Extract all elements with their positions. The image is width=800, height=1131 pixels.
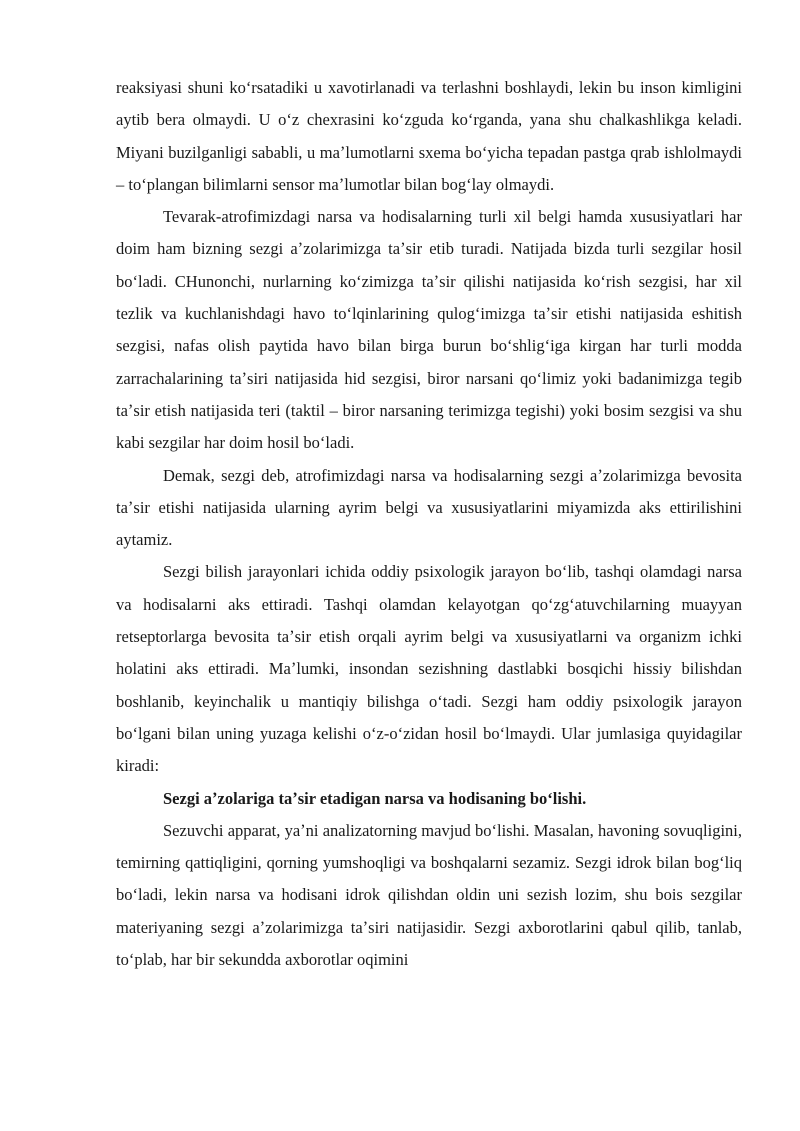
- paragraph-surroundings: Tevarak-atrofimizdagi narsa va hodisalarning turli xil belgi hamda xususiyatlari har doim ham bizning sezgi aʼzolarimizga taʼsir etib turadi. Natijada bizda turli sezgilar hosil boʻladi. CHunonchi, nurlarning koʻzimizga taʼsir qilishi natijasida koʻrish sezgisi, har xil tezlik va kuchlanishdagi havo toʻlqinlarining qulogʻimizga taʼsir etishi natijasida eshitish sezgisi, nafas olish paytida havo bilan birga burun boʻshligʻiga kirgan har turli modda zarrachalarining taʼsiri natijasida hid sezgisi, biror narsani qoʻlimiz yoki badanimizga tegib taʼsir etish natijasida teri (taktil – biror narsaning terimizga tegishi) yoki bosim sezgisi va shu kabi sezgilar har doim hosil boʻladi.: [116, 207, 742, 453]
- paragraph-cognition: Sezgi bilish jarayonlari ichida oddiy psixologik jarayon boʻlib, tashqi olamdagi narsa va hodisalarni aks ettiradi. Tashqi olamdan kelayotgan qoʻzgʻatuvchilarning muayyan retseptorlarga bevosita taʼsir etish orqali ayrim belgi va xususiyatlarni va organizm ichki holatini aks ettiradi. Maʼlumki, insondan sezishning dastlabki bosqichi hissiy bilishdan boshlanib, keyinchalik u mantiqiy bilishga oʻtadi. Sezgi ham oddiy psixologik jarayon boʻlgani bilan uning yuzaga kelishi oʻz-oʻzidan hosil boʻlmaydi. Ular jumlasiga quyidagilar kiradi:: [116, 562, 742, 776]
- paragraph-continuation: reaksiyasi shuni koʻrsatadiki u xavotirlanadi va terlashni boshlaydi, lekin bu inson kimligini aytib bera olmaydi. U oʻz chexrasini koʻzguda koʻrganda, yana shu chalkashlikga keladi. Miyani buzilganligi sababli, u maʼlumotlarni sxema boʻyicha tepadan pastga qrab ishlolmaydi – toʻplangan bilimlarni sensor maʼlumotlar bilan bogʻlay olmaydi.: [116, 78, 742, 194]
- paragraph-analyzer: Sezuvchi apparat, yaʼni analizatorning mavjud boʻlishi. Masalan, havoning sovuqligini, temirning qattiqligini, qorning yumshoqligi va boshqalarni sezamiz. Sezgi idrok bilan bogʻliq boʻladi, lekin narsa va hodisani idrok qilishdan oldin uni sezish lozim, shu bois sezgilar materiyaning sezgi aʼzolarimizga taʼsiri natijasidir. Sezgi axborotlarini qabul qilib, tanlab, toʻplab, har bir sekundda axborotlar oqimini: [116, 820, 742, 970]
- paragraph-definition: Demak, sezgi deb, atrofimizdagi narsa va hodisalarning sezgi aʼzolarimizga bevosita taʼsir etishi natijasida ularning ayrim belgi va xususiyatlarini miyamizda aks ettirilishini aytamiz.: [116, 465, 742, 550]
- paragraph-condition-heading: Sezgi aʼzolariga taʼsir etadigan narsa va hodisaning boʻlishi.: [163, 788, 587, 808]
- body-text: [116, 72, 742, 976]
